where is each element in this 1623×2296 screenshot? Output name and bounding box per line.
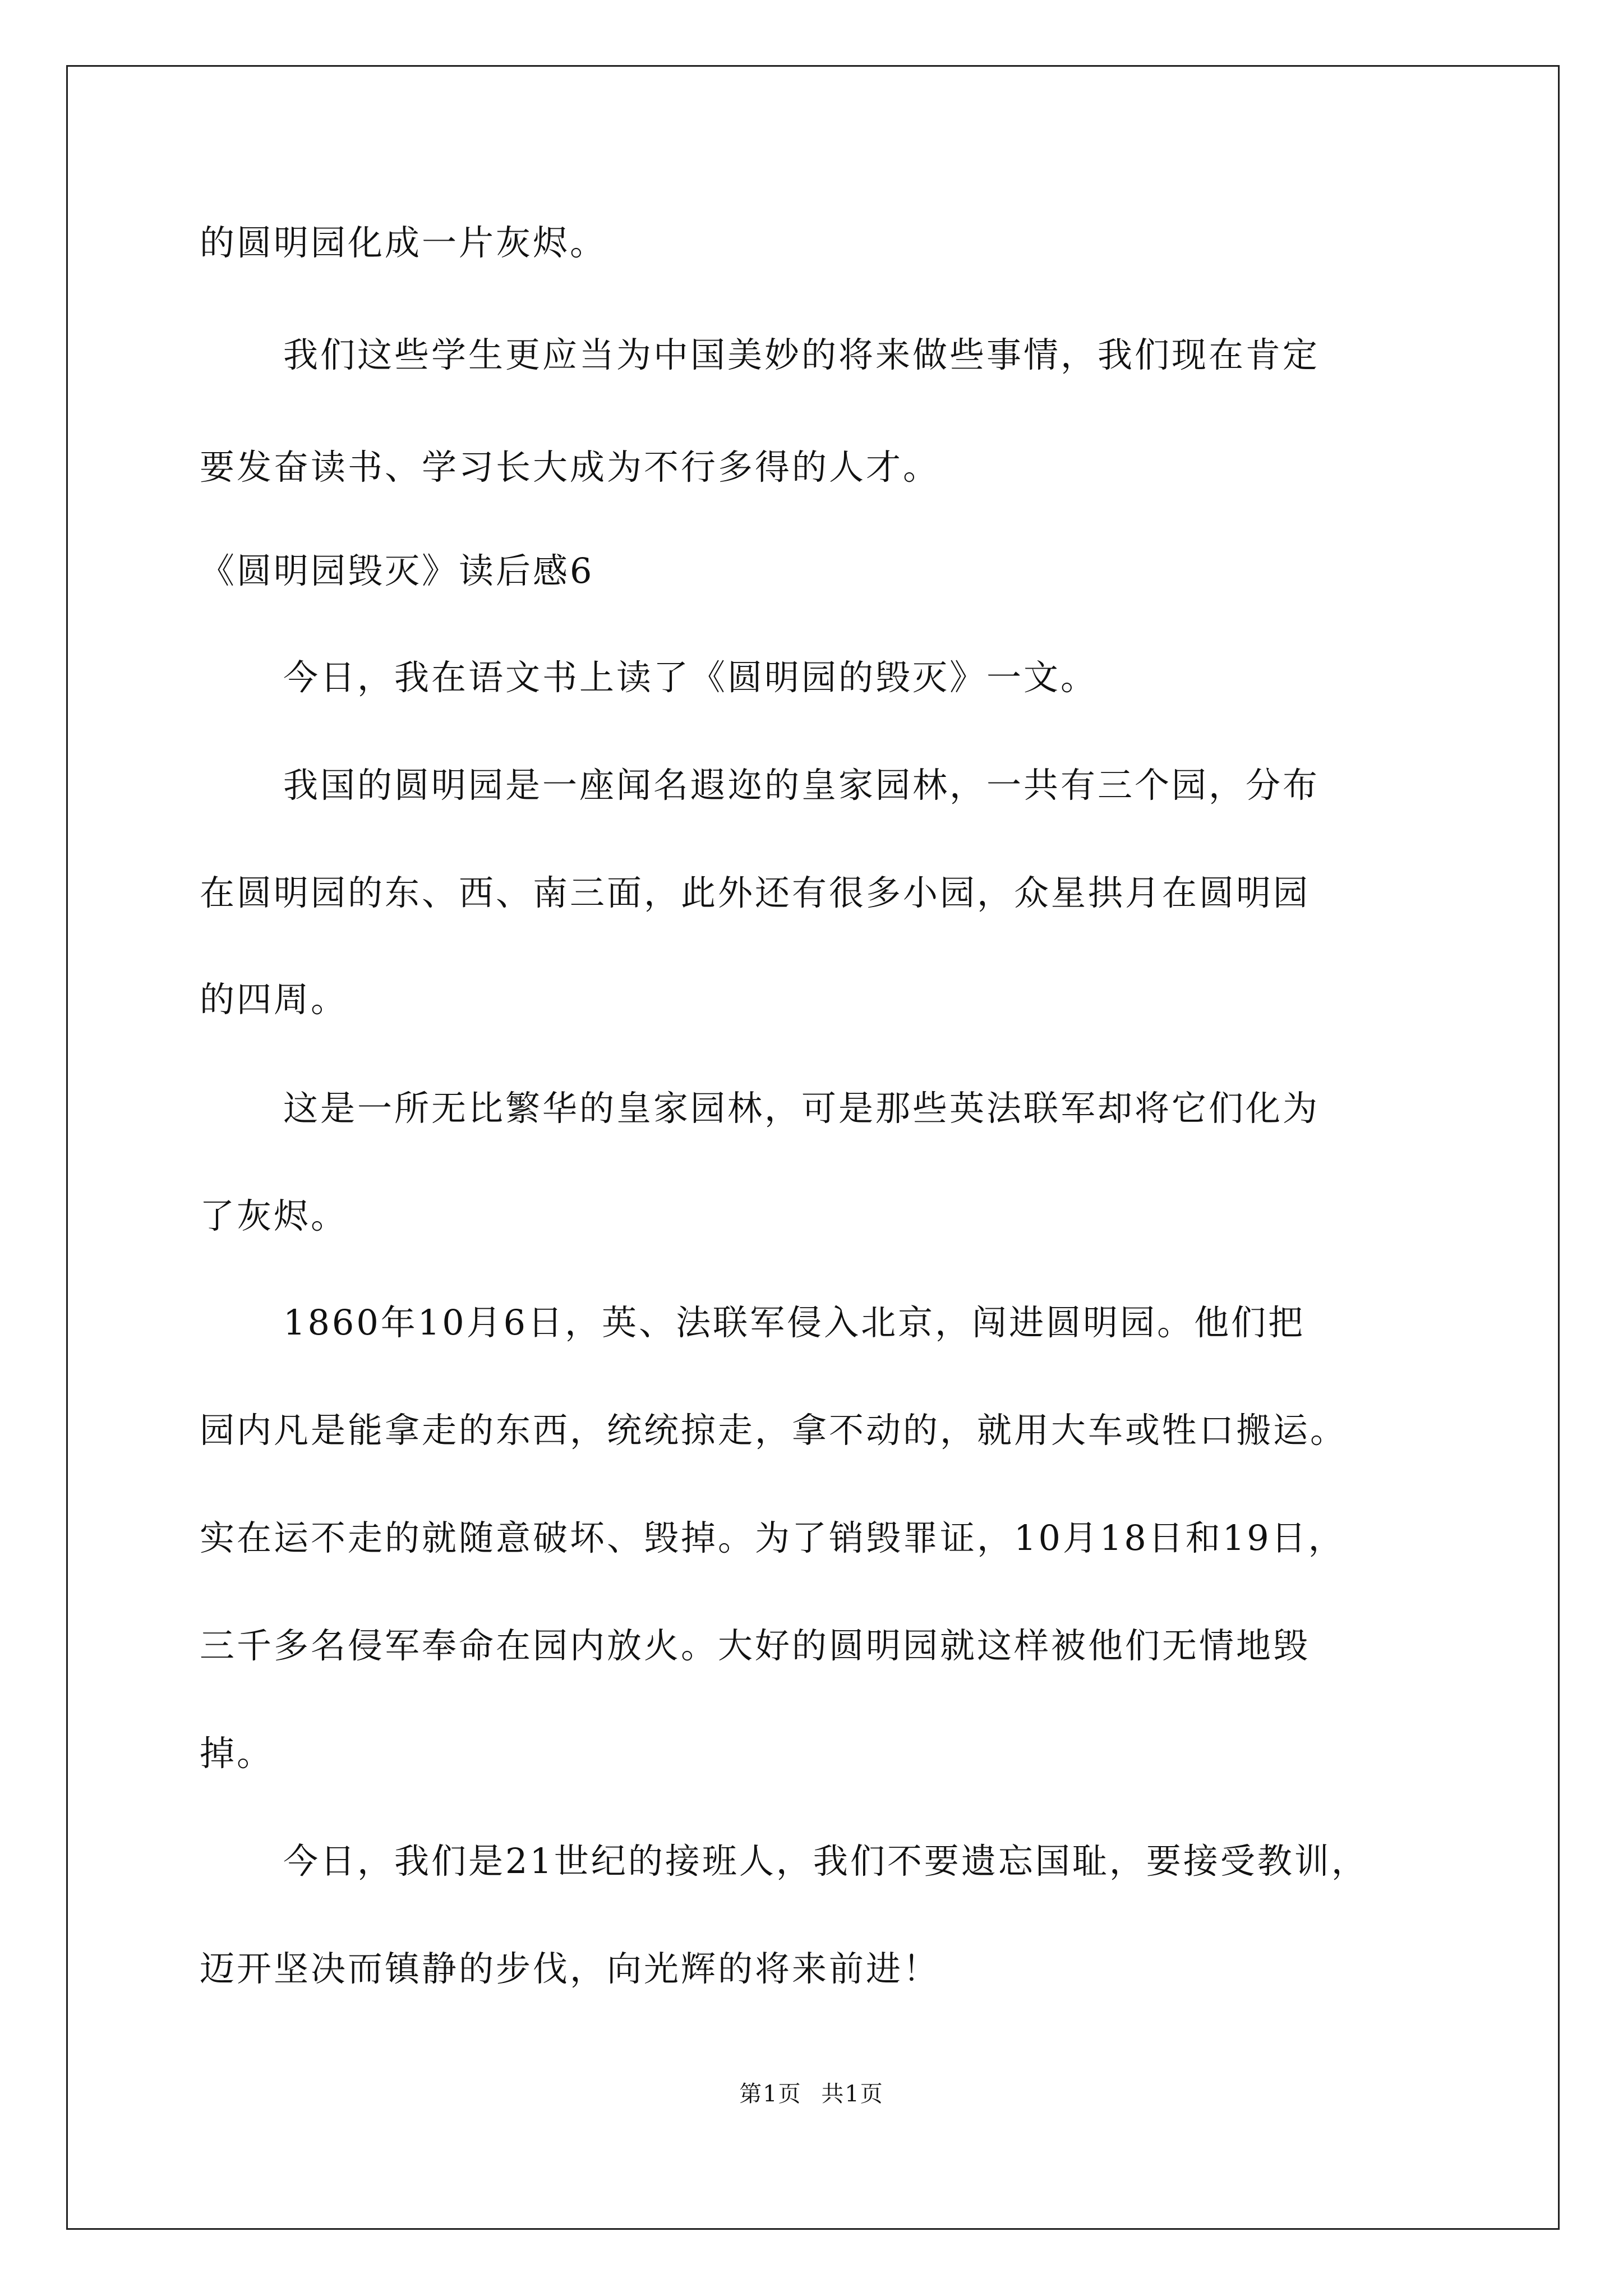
text-line: 了灰烬。 — [200, 1195, 348, 1236]
page-number: 第1页 — [739, 2081, 802, 2107]
text-line: 今日，我在语文书上读了《圆明园的毁灭》一文。 — [283, 657, 1098, 698]
text-line: 的圆明园化成一片灰烬。 — [200, 222, 607, 263]
text-line: 今日，我们是21世纪的接班人，我们不要遗忘国耻，要接受教训， — [283, 1841, 1368, 1881]
text-line: 要发奋读书、学习长大成为不行多得的人才。 — [200, 447, 940, 487]
page-total: 共1页 — [821, 2081, 884, 2107]
page-border — [66, 65, 1560, 2230]
text-line: 我国的圆明园是一座闻名遐迩的皇家园林，一共有三个园，分布 — [283, 765, 1320, 806]
section-heading: 《圆明园毁灭》读后感6 — [200, 550, 594, 591]
page-footer — [0, 2080, 1623, 2108]
text-line: 三千多名侵军奉命在园内放火。大好的圆明园就这样被他们无情地毁 — [200, 1625, 1311, 1666]
text-line: 园内凡是能拿走的东西，统统掠走，拿不动的，就用大车或牲口搬运。 — [200, 1410, 1348, 1451]
text-line: 在圆明园的东、西、南三面，此外还有很多小园，众星拱月在圆明园 — [200, 872, 1311, 913]
text-line: 实在运不走的就随意破坏、毁掉。为了销毁罪证，10月18日和19日， — [200, 1517, 1345, 1558]
text-line: 掉。 — [200, 1733, 274, 1774]
text-line: 这是一所无比繁华的皇家园林，可是那些英法联军却将它们化为 — [283, 1088, 1320, 1129]
text-line: 1860年10月6日，英、法联军侵入北京，闯进圆明园。他们把 — [283, 1302, 1306, 1343]
text-line: 迈开坚决而镇静的步伐，向光辉的将来前进！ — [200, 1948, 940, 1989]
text-line: 我们这些学生更应当为中国美妙的将来做些事情，我们现在肯定 — [283, 334, 1320, 375]
text-line: 的四周。 — [200, 979, 348, 1020]
